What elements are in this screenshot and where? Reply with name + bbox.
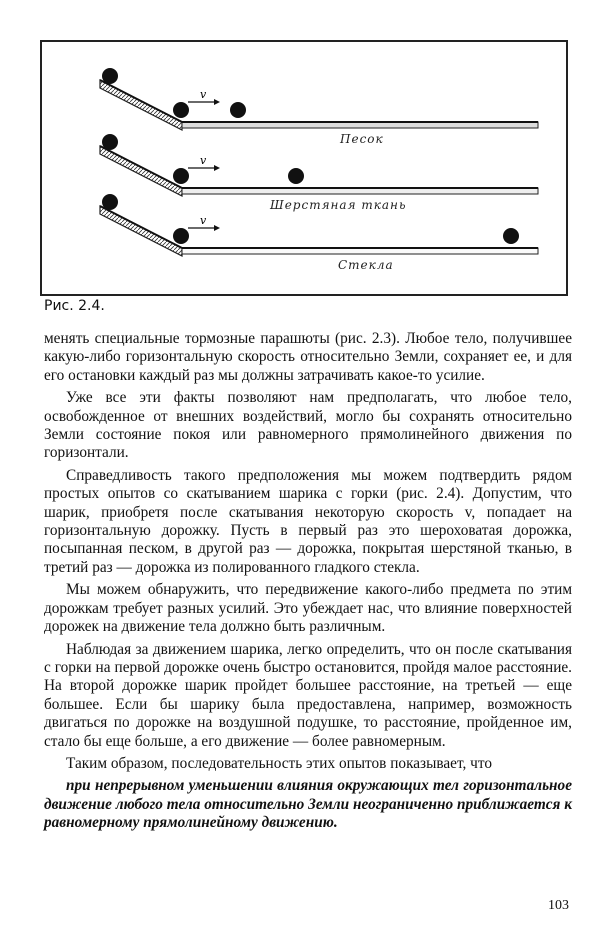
ball-stop-3 bbox=[503, 228, 519, 244]
paragraph-4: Мы можем обнаружить, что передвижение какого-либо предмета по этим дорожкам требует разных усилий. Это убеждает нас, что влияние поверхностей дорожек на движение тела должно быть различным. bbox=[44, 581, 572, 636]
ball-bottom-1 bbox=[173, 102, 189, 118]
label-glass: Стекла bbox=[338, 258, 394, 272]
ball-start-3 bbox=[102, 194, 118, 210]
paragraph-3: Справедливость такого предположения мы можем подтвердить рядом простых опытов со скатыванием шарика с горки (рис. 2.4). Допустим, что шарик, приобретя после скатывания некоторую скорость v, попадает на горизонтальную дорожку. Пусть в первый раз это шероховатая дорожка, посыпанная песком, в другой раз — дорожка, покрытая шерстяной тканью, в третий раз — дорожка из полированного гладкого стекла. bbox=[44, 466, 572, 576]
paragraph-6: Таким образом, последовательность этих опытов показывает, что bbox=[66, 754, 492, 772]
ball-stop-2 bbox=[288, 168, 304, 184]
label-wool: Шерстяная ткань bbox=[270, 198, 407, 212]
body-text bbox=[44, 330, 572, 837]
paragraph-1: менять специальные тормозные парашюты (рис. 2.3). Любое тело, получившее какую-либо горизонтальную скорость относительно Земли, сохраняет ее, и для его остановки каждый раз мы должны затрачивать какое-то усилие. bbox=[44, 330, 572, 384]
ball-start-1 bbox=[102, 68, 118, 84]
track-wool bbox=[100, 134, 538, 196]
emphasis-statement: при непрерывном уменьшении влияния окружающих тел горизонтальное движение любого тела относительно Земли неограниченно приближается к равномерному прямолинейному движению. bbox=[44, 777, 572, 832]
svg-text:v: v bbox=[200, 214, 207, 227]
figure-caption: Рис. 2.4. bbox=[44, 298, 105, 314]
svg-text:v: v bbox=[200, 88, 207, 101]
svg-text:v: v bbox=[200, 154, 207, 167]
ball-bottom-2 bbox=[173, 168, 189, 184]
figure-frame bbox=[40, 40, 568, 296]
page-number: 103 bbox=[548, 898, 569, 913]
paragraph-2: Уже все эти факты позволяют нам предполагать, что любое тело, освобожденное от внешних воздействий, могло бы сохранять относительно Земли состояние покоя или равномерного прямолинейного движения по горизонтали. bbox=[44, 389, 572, 462]
ball-start-2 bbox=[102, 134, 118, 150]
ball-bottom-3 bbox=[173, 228, 189, 244]
paragraph-5: Наблюдая за движением шарика, легко определить, что он после скатывания с горки на первой дорожке очень быстро остановится, пройдя малое расстояние. На второй дорожке шарик пройдет большее расстояние, на третьей — еще большее. Если бы шарику была предоставлена, например, возможность двигаться по дорожке на воздушной подушке, то расстояние, пройденное им, стало бы еще больше, а его движение — более равномерным. bbox=[44, 640, 572, 750]
label-sand: Песок bbox=[340, 132, 384, 146]
track-sand bbox=[100, 68, 538, 130]
ball-stop-1 bbox=[230, 102, 246, 118]
ramp-diagram bbox=[42, 42, 566, 294]
